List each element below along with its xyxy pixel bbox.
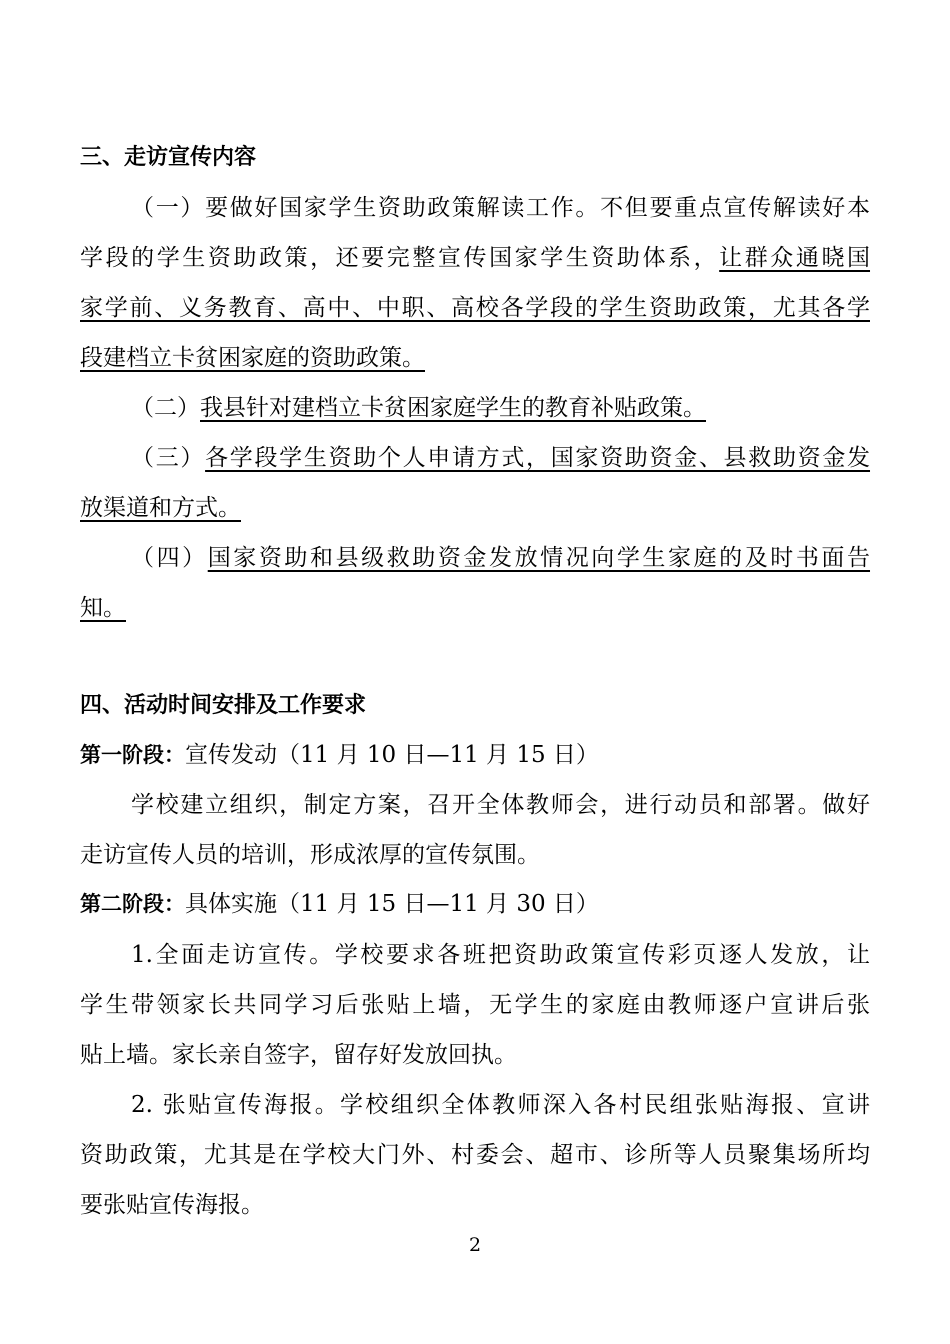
paragraph-3-line-2 [80, 493, 241, 523]
paragraph-3-prefix: （三） [131, 445, 206, 471]
page-number: 2 [468, 1234, 482, 1256]
paragraph-1-line-3 [80, 293, 870, 323]
stage-1-line-2: 走访宣传人员的培训，形成浓厚的宣传氛围。 [80, 842, 540, 868]
paragraph-4-line-2 [80, 593, 126, 623]
underlined-text: 知。 [80, 595, 126, 621]
paragraph-1-line-2-text: 学段的学生资助政策，还要完整宣传国家学生资助体系， [80, 245, 720, 271]
paragraph-1-line-2 [80, 243, 870, 273]
stage-2-label: 第二阶段： [80, 892, 185, 916]
paragraph-4-line-1 [131, 543, 870, 573]
underlined-text: 家学前、义务教育、高中、中职、高校各学段的学生资助政策，尤其各学 [80, 295, 870, 321]
item-2-line-1: 2. 张贴宣传海报。学校组织全体教师深入各村民组张贴海报、宣讲 [131, 1092, 870, 1118]
paragraph-2 [131, 393, 706, 423]
stage-1-text: 宣传发动（11 月 10 日—11 月 15 日） [185, 742, 599, 768]
paragraph-2-prefix: （二） [131, 395, 200, 421]
section-heading-3: 三、走访宣传内容 [80, 145, 257, 170]
paragraph-4-prefix: （四） [131, 545, 208, 571]
item-1-line-2: 学生带领家长共同学习后张贴上墙，无学生的家庭由教师逐户宣讲后张 [80, 992, 870, 1018]
underlined-text: 让群众通晓国 [719, 245, 871, 271]
stage-2-text: 具体实施（11 月 15 日—11 月 30 日） [185, 891, 599, 917]
stage-1-label: 第一阶段： [80, 743, 185, 767]
section-heading-4: 四、活动时间安排及工作要求 [80, 693, 367, 718]
paragraph-3-line-1 [131, 443, 870, 473]
stage-1-line-1: 学校建立组织，制定方案，召开全体教师会，进行动员和部署。做好 [131, 792, 870, 818]
stage-1-heading [80, 740, 599, 770]
item-2-line-3: 要张贴宣传海报。 [80, 1192, 264, 1218]
underlined-text: 国家资助和县级救助资金发放情况向学生家庭的及时书面告 [207, 545, 871, 571]
item-1-line-1: 1.全面走访宣传。学校要求各班把资助政策宣传彩页逐人发放，让 [131, 942, 870, 968]
item-2-line-2: 资助政策，尤其是在学校大门外、村委会、超市、诊所等人员聚集场所均 [80, 1142, 870, 1168]
paragraph-1-line-1: （一）要做好国家学生资助政策解读工作。不但要重点宣传解读好本 [131, 195, 870, 221]
underlined-text: 我县针对建档立卡贫困家庭学生的教育补贴政策。 [200, 395, 706, 421]
underlined-text: 放渠道和方式。 [80, 495, 241, 521]
paragraph-1-line-4 [80, 343, 425, 373]
underlined-text: 段建档立卡贫困家庭的资助政策。 [80, 345, 425, 371]
item-1-line-3: 贴上墙。家长亲自签字，留存好发放回执。 [80, 1042, 517, 1068]
stage-2-heading [80, 889, 599, 919]
underlined-text: 各学段学生资助个人申请方式，国家资助资金、县救助资金发 [205, 445, 871, 471]
